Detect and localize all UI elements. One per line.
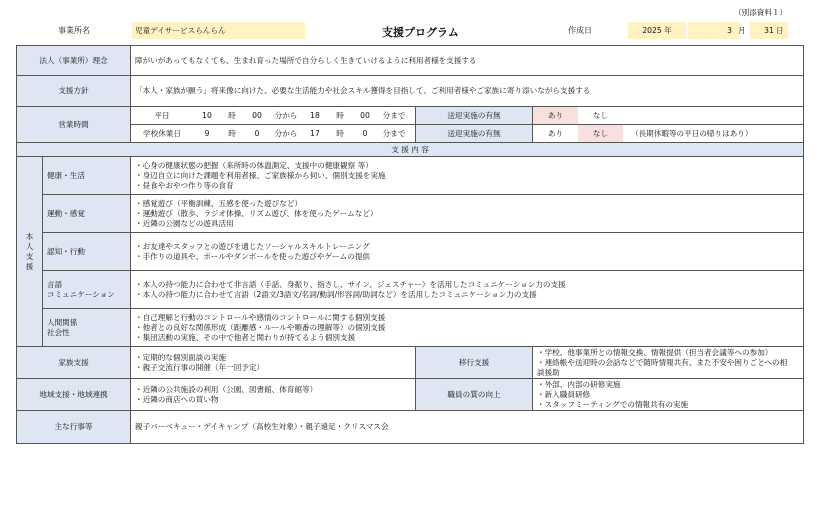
hours-start-hour: 10 xyxy=(202,110,212,120)
philosophy-label: 法人（事業所）理念 xyxy=(17,46,131,76)
area-item: ・他者との良好な関係形成（距離感・ルールや順番の理解等）の個別支援 xyxy=(135,322,386,332)
hours-label: 営業時間 xyxy=(17,107,131,143)
area-row xyxy=(17,309,804,347)
area-items xyxy=(131,195,804,233)
area-item: ・身辺自立に向けた課題を利用者様、ご家族様から伺い、個別支援を実施 xyxy=(135,170,386,180)
events-row xyxy=(17,411,804,444)
transport-no: なし xyxy=(578,125,623,142)
transport-note: （長期休暇等の平日の帰りはあり） xyxy=(631,128,753,138)
created-year-unit: 年 xyxy=(664,26,672,35)
created-year-value: 2025 xyxy=(642,26,662,35)
transport-options xyxy=(533,107,804,125)
area-item: ・感覚遊び（平衡訓練、五感を使った遊びなど） xyxy=(135,198,303,208)
transition-support-item: ・学校、他事業所との情報交換、情報提供（担当者会議等への参加） xyxy=(537,347,773,357)
community-item: ・近隣の公共施設の利用（公園、図書館、体育館等） xyxy=(135,384,318,394)
family-support-item: ・定期的な個別面談の実施 xyxy=(135,352,227,362)
support-content-header: 支 援 内 容 xyxy=(17,143,804,157)
hours-start-minute: 0 xyxy=(254,128,260,138)
events-text: 親子バーベキュー・デイキャンプ（高校生対象）・親子遠足・クリスマス会 xyxy=(131,411,804,444)
hours-end-hour: 17 xyxy=(310,128,320,138)
transport-yes: あり xyxy=(533,107,578,124)
staff-quality-label: 職員の質の向上 xyxy=(416,379,533,411)
transport-no: なし xyxy=(592,110,609,120)
area-row xyxy=(17,195,804,233)
hours-end-hour: 18 xyxy=(310,110,320,120)
attachment-note: （別添資料１） xyxy=(734,8,788,17)
created-day-unit: 日 xyxy=(776,26,784,35)
family-support-label: 家族支援 xyxy=(17,347,131,379)
area-item: ・近隣の公園などの遊具活用 xyxy=(135,218,234,228)
hours-holiday-times xyxy=(131,125,416,143)
area-item: ・お友達やスタッフとの遊びを通じたソーシャルスキルトレーニング xyxy=(135,241,370,251)
policy-row xyxy=(17,76,804,107)
staff-quality-item: ・外部、内部の研修実施 xyxy=(537,379,621,389)
created-year xyxy=(628,22,686,39)
support-content-header-row xyxy=(17,143,804,157)
philosophy-row xyxy=(17,46,804,76)
transition-support-item: ・連絡帳や送迎時の会話などで随時情報共有、また不安や困りごとへの相 xyxy=(537,357,788,367)
community-item: ・近隣の商店への買い物 xyxy=(135,394,219,404)
policy-text: 「本人・家族が願う」将来像に向けた、必要な生活能力や社会スキル獲得を目指して、ご利用者様やご家族に寄り添いながら支援する xyxy=(131,76,804,107)
hours-unit-hour: 時 xyxy=(336,110,344,120)
area-item: ・心身の健康状態の把握（来所時の体温測定、支援中の健康観察 等） xyxy=(135,160,373,170)
hours-start-minute: 00 xyxy=(252,110,262,120)
hours-unit-hour: 時 xyxy=(228,128,236,138)
office-label: 事業所名 xyxy=(58,26,90,35)
policy-label: 支援方針 xyxy=(17,76,131,107)
created-month-value: 3 xyxy=(727,26,732,35)
created-month-unit: 月 xyxy=(738,26,746,35)
area-name: 運動・感覚 xyxy=(43,195,131,233)
hours-unit-hour: 時 xyxy=(228,110,236,120)
area-name: 健康・生活 xyxy=(43,157,131,195)
family-support-row xyxy=(17,347,804,379)
community-label: 地域支援・地域連携 xyxy=(17,379,131,411)
area-item: ・自己理解と行動のコントロールや感情のコントロールに関する個別支援 xyxy=(135,312,386,322)
area-item: ・昼食やおやつ作り等の食育 xyxy=(135,180,234,190)
created-month-value-box xyxy=(688,22,740,39)
area-item: ・本人の持つ能力に合わせて非言語（手話、身振り、指さし、サイン、ジェスチャー）を活用したコミュニケーション力の支援 xyxy=(135,279,566,289)
page-title: 支援プログラム xyxy=(382,26,459,39)
hours-unit-from: 分から xyxy=(274,128,298,138)
personal-support-label xyxy=(17,157,43,347)
area-item: ・本人の持つ能力に合わせて言語（2語文/3語文/名詞/動詞/形容詞/助詞など）を活用したコミュニケーション力の支援 xyxy=(135,289,537,299)
hours-unit-until: 分まで xyxy=(382,128,406,138)
hours-day-name: 学校休業日 xyxy=(143,128,181,138)
community-items xyxy=(131,379,416,411)
personal-support-label-text: 本人支援 xyxy=(25,231,34,271)
area-name: 言語 コミュニケーション xyxy=(43,271,131,309)
area-row xyxy=(17,271,804,309)
hours-row-weekday xyxy=(17,107,804,125)
created-day-value: 31 xyxy=(764,26,774,35)
hours-unit-hour: 時 xyxy=(336,128,344,138)
area-row xyxy=(17,157,804,195)
area-items xyxy=(131,309,804,347)
support-program-table xyxy=(16,45,804,444)
events-label: 主な行事等 xyxy=(17,411,131,444)
hours-start-hour: 9 xyxy=(204,128,210,138)
transport-label: 送迎実施の有無 xyxy=(416,125,533,143)
area-items xyxy=(131,271,804,309)
hours-end-minute: 00 xyxy=(360,110,370,120)
transition-support-label: 移行支援 xyxy=(416,347,533,379)
area-item: ・集団活動の実施、その中で他者と関わりが持てるよう個別支援 xyxy=(135,332,356,342)
transition-support-items xyxy=(533,347,804,379)
area-items xyxy=(131,233,804,271)
family-support-items xyxy=(131,347,416,379)
community-row xyxy=(17,379,804,411)
transport-options xyxy=(533,125,804,143)
hours-weekday-times xyxy=(131,107,416,125)
area-items xyxy=(131,157,804,195)
family-support-item: ・親子交流行事の開催（年一回予定） xyxy=(135,362,265,372)
transport-yes: あり xyxy=(547,128,564,138)
area-item: ・手作りの道具や、ボールやダンボールを使った遊びやゲームの提供 xyxy=(135,251,371,261)
area-item: ・運動遊び（散歩、ラジオ体操、リズム遊び、体を使ったゲームなど） xyxy=(135,208,378,218)
hours-end-minute: 0 xyxy=(362,128,368,138)
staff-quality-items xyxy=(533,379,804,411)
hours-unit-from: 分から xyxy=(274,110,298,120)
staff-quality-item: ・新入職員研修 xyxy=(537,389,591,399)
hours-row-holiday xyxy=(17,125,804,143)
staff-quality-item: ・スタッフミーティングでの情報共有の実施 xyxy=(537,399,689,409)
office-name: 児童デイサービスらんらん xyxy=(132,22,305,39)
hours-day-name: 平日 xyxy=(154,110,170,120)
transport-label: 送迎実施の有無 xyxy=(416,107,533,125)
transition-support-item: 談援助 xyxy=(537,367,560,377)
hours-unit-until: 分まで xyxy=(382,110,406,120)
created-label: 作成日 xyxy=(568,26,592,35)
area-name: 認知・行動 xyxy=(43,233,131,271)
area-name: 人間関係 社会性 xyxy=(43,309,131,347)
area-row xyxy=(17,233,804,271)
philosophy-text: 障がいがあってもなくても、生まれ育った場所で自分らしく生きていけるように利用者様を支援する xyxy=(131,46,804,76)
